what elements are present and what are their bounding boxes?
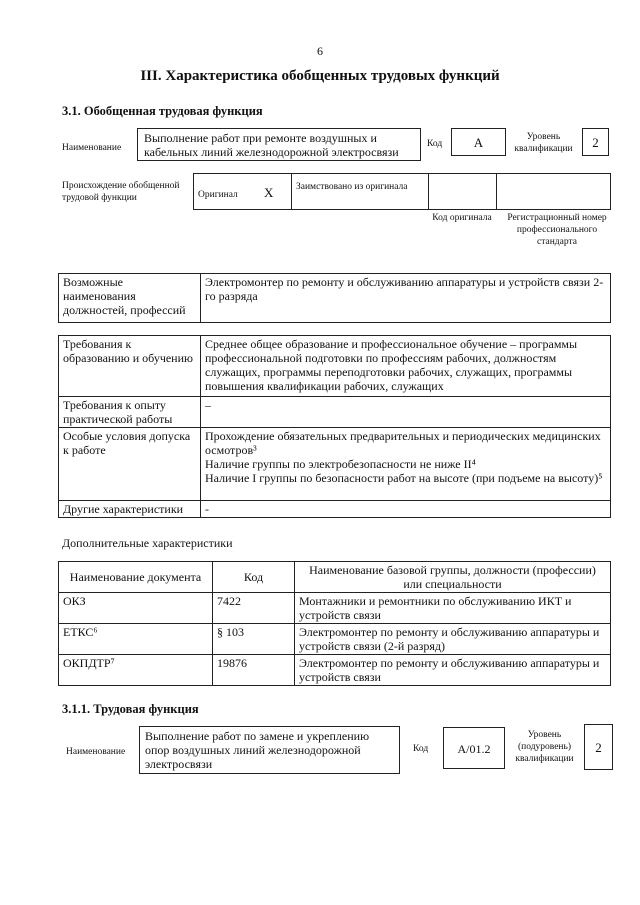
level-label: Уровень (подуровень) квалификации <box>515 730 574 764</box>
orig-code-caption: Код оригинала <box>432 213 492 223</box>
table-row <box>59 274 611 323</box>
req-label: Другие характеристики <box>59 501 201 518</box>
header-cell: Наименование документа <box>59 562 213 593</box>
section-title: III. Характеристика обобщенных трудовых функций <box>140 68 500 84</box>
req-line: Наличие группы по электробезопасности не ниже II⁴ <box>205 457 476 471</box>
divider <box>428 173 429 210</box>
table-cell: Электромонтер по ремонту и обслуживанию аппаратуры и устройств связи <box>295 655 611 686</box>
heading-3-1-1: 3.1.1. Трудовая функция <box>62 702 199 716</box>
table-cell: Электромонтер по ремонту и обслуживанию аппаратуры и устройств связи (2-й разряд) <box>295 624 611 655</box>
req-label: Особые условия допуска к работе <box>59 428 201 501</box>
level-value: 2 <box>582 128 609 156</box>
req-line: Наличие I группы по безопасности работ на высоте (при подъеме на высоту)⁵ <box>205 471 603 485</box>
additional-heading: Дополнительные характеристики <box>62 536 233 550</box>
name-value: Выполнение работ по замене и укреплению опор воздушных линий железнодорожной электросвязи <box>139 726 400 774</box>
table-cell: 7422 <box>213 593 295 624</box>
table-row <box>59 336 611 397</box>
name-label: Наименование <box>62 143 122 153</box>
page-number: 6 <box>317 44 323 58</box>
req-label: Требования к образованию и обучению <box>59 336 201 397</box>
name-value: Выполнение работ при ремонте воздушных и кабельных линий железнодорожной электросвязи <box>137 128 421 161</box>
divider <box>291 173 292 210</box>
borrowed-label: Заимствовано из оригинала <box>296 182 408 192</box>
name-label: Наименование <box>66 747 126 757</box>
req-value: Среднее общее образование и профессиональное обучение – программы профессиональной подготовки по профессиям рабочих, должностям служащих, программы переподготовки рабочих, служащих, программы повышения квалификации рабочих, служащих <box>201 336 611 397</box>
header-cell: Код <box>213 562 295 593</box>
table-row <box>59 655 611 686</box>
original-mark: X <box>264 185 274 200</box>
requirements-table <box>58 335 611 518</box>
table-row <box>59 624 611 655</box>
table-cell: 19876 <box>213 655 295 686</box>
req-label: Требования к опыту практической работы <box>59 397 201 428</box>
table-cell: Монтажники и ремонтники по обслуживанию ИКТ и устройств связи <box>295 593 611 624</box>
code-label: Код <box>413 744 429 754</box>
table-row <box>59 397 611 428</box>
level-label: Уровень квалификации <box>514 132 573 154</box>
code-label: Код <box>427 139 443 149</box>
divider <box>496 173 497 210</box>
table-cell: § 103 <box>213 624 295 655</box>
possible-names-table <box>58 273 611 323</box>
table-cell: ОКПДТР⁷ <box>59 655 213 686</box>
table-cell: ОКЗ <box>59 593 213 624</box>
req-line: Прохождение обязательных предварительных и периодических медицинских осмотров³ <box>205 429 601 457</box>
table-row <box>59 562 611 593</box>
req-value: - <box>201 501 611 518</box>
additional-table <box>58 561 611 686</box>
header-cell: Наименование базовой группы, должности (профессии) или специальности <box>295 562 611 593</box>
code-value: А <box>451 128 506 156</box>
possible-names-label: Возможные наименования должностей, профессий <box>59 274 201 323</box>
original-label: Оригинал <box>198 190 238 200</box>
table-cell: ЕТКС⁶ <box>59 624 213 655</box>
level-value: 2 <box>584 724 613 770</box>
reg-num-caption: Регистрационный номер профессионального стандарта <box>507 213 607 247</box>
table-row <box>59 593 611 624</box>
origin-label: Происхождение обобщенной трудовой функции <box>62 181 180 203</box>
table-row <box>59 501 611 518</box>
possible-names-value: Электромонтер по ремонту и обслуживанию аппаратуры и устройств связи 2-го разряда <box>201 274 611 323</box>
req-value <box>201 428 611 501</box>
code-value: A/01.2 <box>443 727 505 769</box>
heading-3-1: 3.1. Обобщенная трудовая функция <box>62 104 263 118</box>
table-row <box>59 428 611 501</box>
req-value: – <box>201 397 611 428</box>
